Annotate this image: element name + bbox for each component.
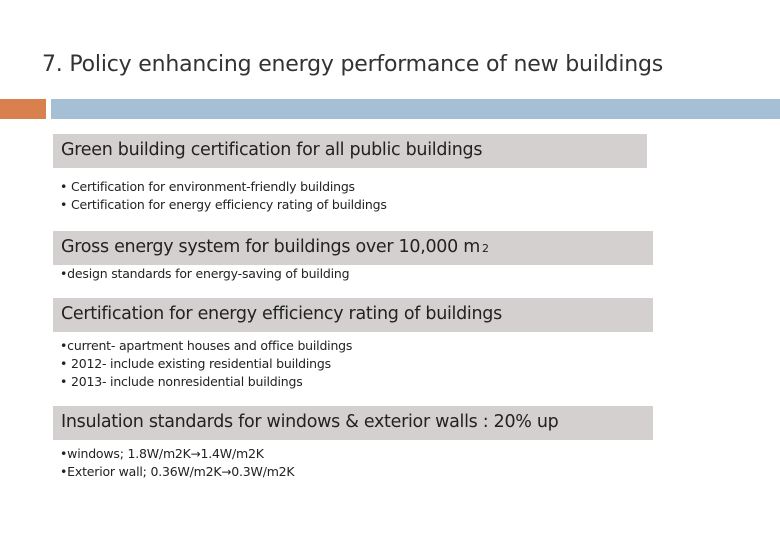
section-bullets-insulation	[60, 445, 294, 481]
right-arrow-icon: →	[221, 465, 232, 479]
section-header-insulation	[53, 406, 653, 440]
unit-superscript: 2	[481, 242, 489, 255]
section-bullets-green-building	[60, 178, 387, 214]
bullet-text-after: 0.3W/m2K	[231, 464, 295, 479]
slide-title: 7. Policy enhancing energy performance of new buildings	[42, 52, 663, 77]
bullet-item	[60, 445, 294, 463]
bullet-item	[60, 463, 294, 481]
bullet-item: • 2012- include existing residential buildings	[60, 356, 331, 371]
section-header-efficiency-rating	[53, 298, 653, 332]
accent-bar-blue	[51, 99, 780, 119]
section-header-text: Certification for energy efficiency rating of buildings	[61, 304, 502, 324]
bullet-item: • Certification for energy efficiency rating of buildings	[60, 197, 387, 212]
section-bullets-efficiency-rating	[60, 337, 352, 391]
bullet-item: • Certification for environment-friendly buildings	[60, 179, 355, 194]
bullet-item: •current- apartment houses and office buildings	[60, 338, 353, 353]
section-header-text: Green building certification for all public buildings	[61, 140, 483, 160]
accent-bar-orange	[0, 99, 46, 119]
section-header-text: Insulation standards for windows & exterior walls : 20% up	[61, 412, 559, 432]
bullet-item: • 2013- include nonresidential buildings	[60, 374, 303, 389]
right-arrow-icon: →	[190, 447, 201, 461]
section-header-green-building	[53, 134, 647, 168]
section-header-text: Gross energy system for buildings over 10,000 m	[61, 237, 480, 257]
section-bullets-gross-energy	[60, 265, 349, 283]
section-header-gross-energy	[53, 231, 653, 265]
bullet-text-after: 1.4W/m2K	[200, 446, 264, 461]
bullet-item: •design standards for energy-saving of building	[60, 266, 350, 281]
bullet-text-before: •Exterior wall; 0.36W/m2K	[60, 464, 222, 479]
bullet-text-before: •windows; 1.8W/m2K	[60, 446, 191, 461]
